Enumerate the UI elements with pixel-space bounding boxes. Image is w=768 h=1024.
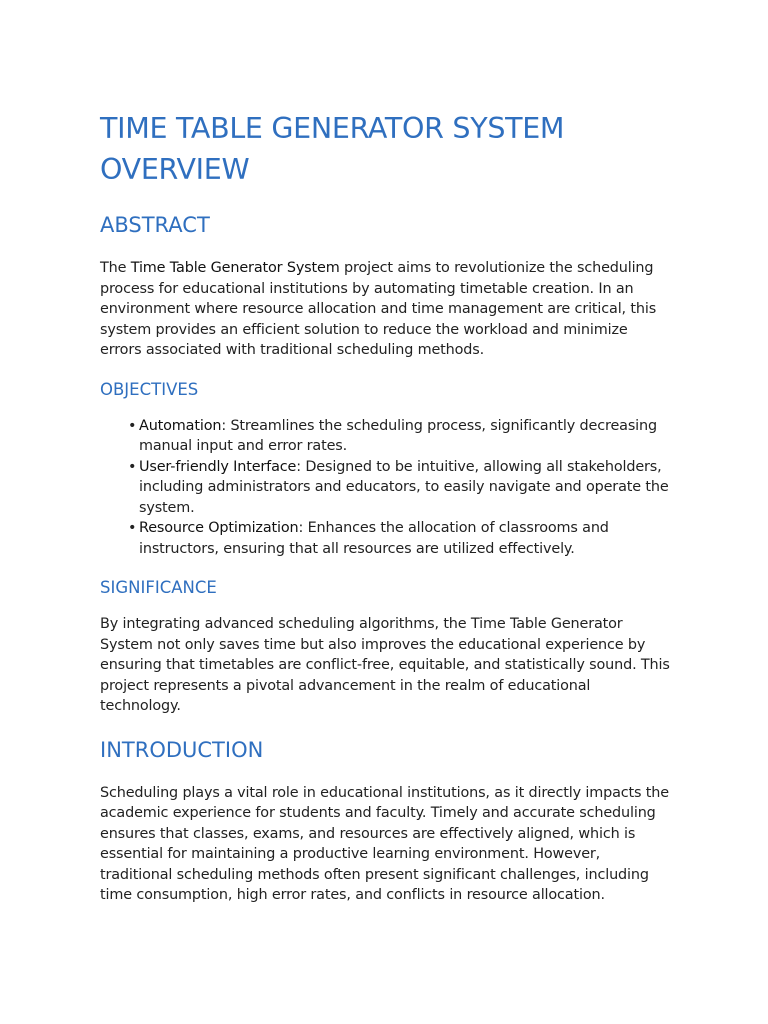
objective-text: : Streamlines the scheduling process, significantly decreasing manual input and error rates. — [139, 417, 657, 454]
objective-text: : Enhances the allocation of classrooms and instructors, ensuring that all resources are utilized effectively. — [139, 520, 609, 557]
significance-paragraph: By integrating advanced scheduling algorithms, the Time Table Generator System not only saves time but also improves the educational experience by ensuring that timetables are conflict-free, equitable, and statistically sound. This project represents a pivotal advancement in the realm of educational technology. — [100, 616, 670, 714]
objective-term: Resource Optimization — [139, 520, 299, 536]
list-item — [128, 416, 670, 457]
objectives-list — [100, 416, 670, 560]
bullet-icon: • — [128, 417, 137, 434]
objective-term: User-friendly Interface — [139, 458, 297, 475]
introduction-paragraph: Scheduling plays a vital role in educational institutions, as it directly impacts the academic experience for students and faculty. Timely and accurate scheduling ensures that classes, exams, and resources are effectively aligned, which is essential for maintaining a productive learning environment. However, traditional scheduling methods often present significant challenges, including time consumption, high error rates, and conflicts in resource allocation. — [100, 784, 669, 903]
significance-heading: SIGNIFICANCE — [100, 578, 217, 597]
abstract-body: project aims to revolutionize the scheduling process for educational institutions by automating timetable creation. In an environment where resource allocation and time management are critical, this system provides an efficient solution to reduce the workload and minimize errors associated with traditional scheduling methods. — [100, 260, 657, 358]
abstract-lead: The — [100, 260, 131, 276]
list-item — [128, 518, 670, 559]
introduction-heading: INTRODUCTION — [100, 737, 264, 762]
document-title: TIME TABLE GENERATOR SYSTEM OVERVIEW — [100, 112, 565, 186]
objective-text: : Designed to be intuitive, allowing all stakeholders, including administrators and educators, to easily navigate and operate the system. — [139, 458, 669, 516]
objective-term: Automation — [139, 417, 222, 434]
bullet-icon: • — [128, 458, 137, 475]
list-item — [128, 457, 670, 519]
bullet-icon: • — [128, 520, 137, 536]
abstract-paragraph — [100, 258, 670, 361]
objectives-heading: OBJECTIVES — [100, 379, 199, 399]
document-page — [100, 108, 670, 924]
abstract-heading: ABSTRACT — [100, 213, 210, 237]
system-name: Time Table Generator System — [130, 260, 340, 276]
